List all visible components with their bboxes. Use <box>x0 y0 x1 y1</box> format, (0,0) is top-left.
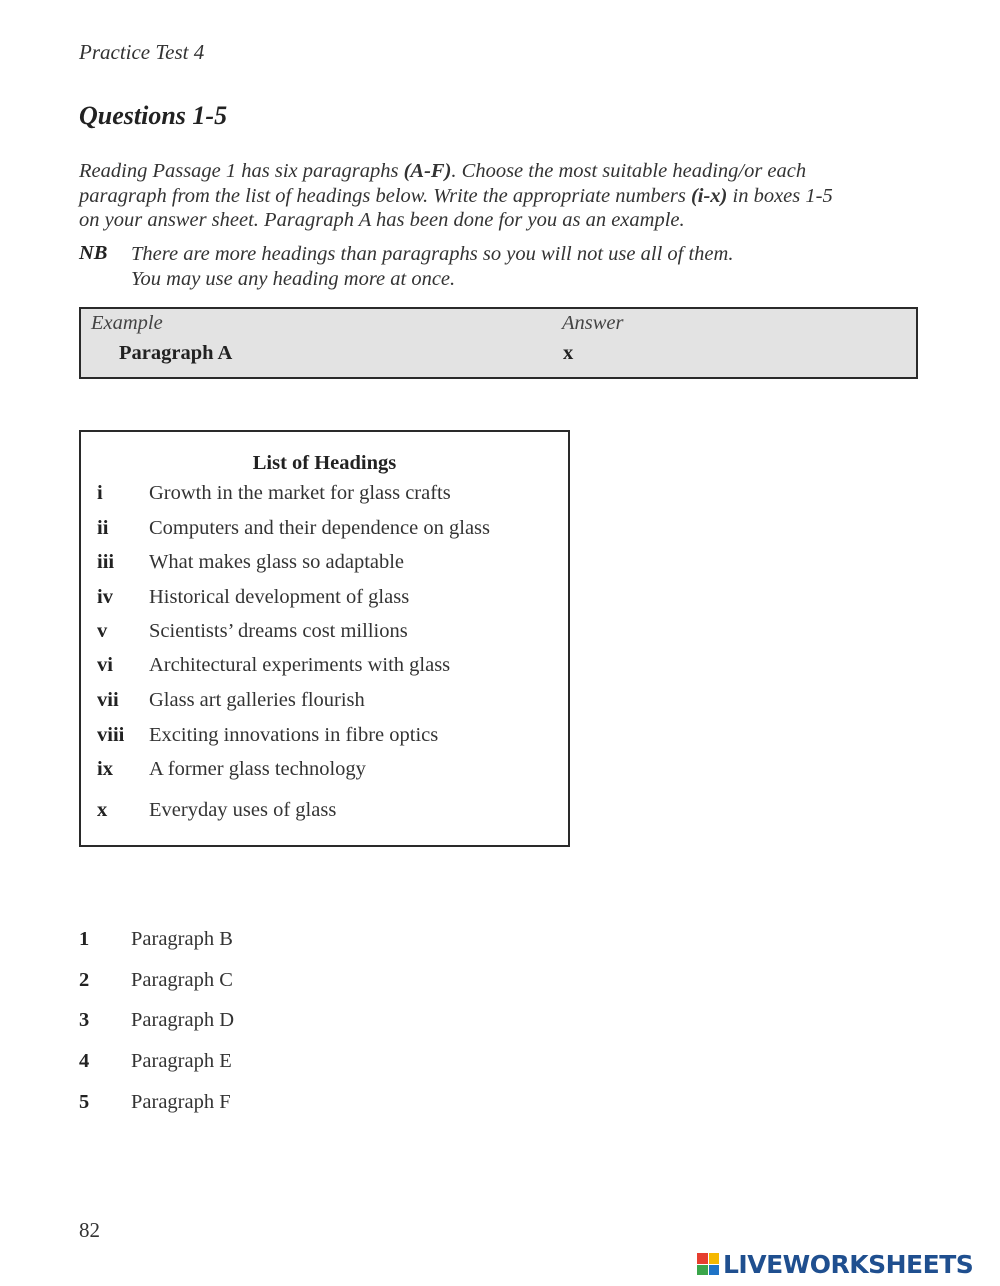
heading-text: Everyday uses of glass <box>149 799 337 821</box>
heading-number: iii <box>97 551 115 573</box>
heading-text: Computers and their dependence on glass <box>149 517 491 539</box>
heading-number: ix <box>97 758 113 780</box>
instructions-bold-1: (A-F) <box>403 160 452 182</box>
instructions-text-1: Reading Passage 1 has six paragraphs <box>79 160 404 182</box>
nb-label: NB <box>79 242 108 264</box>
logo-square <box>697 1265 708 1276</box>
logo-square <box>709 1253 720 1264</box>
heading-text: Historical development of glass <box>149 586 410 608</box>
question-number: 4 <box>79 1050 90 1072</box>
heading-number: ii <box>97 517 109 539</box>
example-answer: x <box>563 342 574 364</box>
heading-text: Exciting innovations in fibre optics <box>149 724 439 746</box>
heading-text: What makes glass so adaptable <box>149 551 405 573</box>
question-text: Paragraph B <box>131 928 233 950</box>
example-label: Example <box>91 312 163 334</box>
question-text: Paragraph E <box>131 1050 232 1072</box>
liveworksheets-logo[interactable] <box>697 1250 973 1278</box>
instructions-text-5: on your answer sheet. Paragraph A has been done for you as an example. <box>79 209 685 231</box>
heading-number: iv <box>97 586 113 608</box>
instructions-text-4: in boxes 1-5 <box>727 184 833 207</box>
heading-number: x <box>97 799 108 821</box>
question-text: Paragraph C <box>131 969 233 991</box>
instructions-bold-2: (i-x) <box>690 184 728 207</box>
answer-label: Answer <box>562 312 624 334</box>
question-number: 5 <box>79 1091 90 1113</box>
liveworksheets-logo-text: LIVEWORKSHEETS <box>723 1249 974 1279</box>
headings-list-title: List of Headings <box>252 452 397 474</box>
example-box <box>79 307 918 379</box>
logo-square <box>709 1265 720 1276</box>
question-number: 1 <box>79 928 90 950</box>
heading-number: vii <box>97 689 119 711</box>
heading-text: Architectural experiments with glass <box>149 654 451 676</box>
heading-text: A former glass technology <box>149 758 366 780</box>
heading-number: v <box>97 620 108 642</box>
heading-text: Glass art galleries flourish <box>149 689 365 711</box>
nb-line-2: You may use any heading more at once. <box>131 267 456 290</box>
question-text: Paragraph D <box>131 1009 235 1031</box>
headings-list-box <box>79 430 570 847</box>
logo-square <box>697 1253 708 1264</box>
question-number: 3 <box>79 1009 90 1031</box>
heading-text: Growth in the market for glass crafts <box>149 482 451 504</box>
page-number: 82 <box>79 1218 100 1242</box>
liveworksheets-logo-icon <box>697 1253 719 1275</box>
nb-note <box>131 242 733 291</box>
instructions <box>79 159 919 233</box>
heading-number: i <box>97 482 103 504</box>
instructions-text-3: paragraph from the list of headings below. Write the appropriate numbers <box>79 184 691 207</box>
questions-title: Questions 1-5 <box>79 101 228 130</box>
heading-number: vi <box>97 654 113 676</box>
running-head: Practice Test 4 <box>79 40 205 64</box>
heading-text: Scientists’ dreams cost millions <box>149 620 408 642</box>
heading-number: viii <box>97 724 125 746</box>
question-number: 2 <box>79 969 90 991</box>
instructions-text-2: . Choose the most suitable heading/or each <box>451 160 807 182</box>
question-text: Paragraph F <box>131 1091 231 1113</box>
nb-line-1: There are more headings than paragraphs so you will not use all of them. <box>131 243 734 265</box>
example-paragraph: Paragraph A <box>119 342 233 364</box>
